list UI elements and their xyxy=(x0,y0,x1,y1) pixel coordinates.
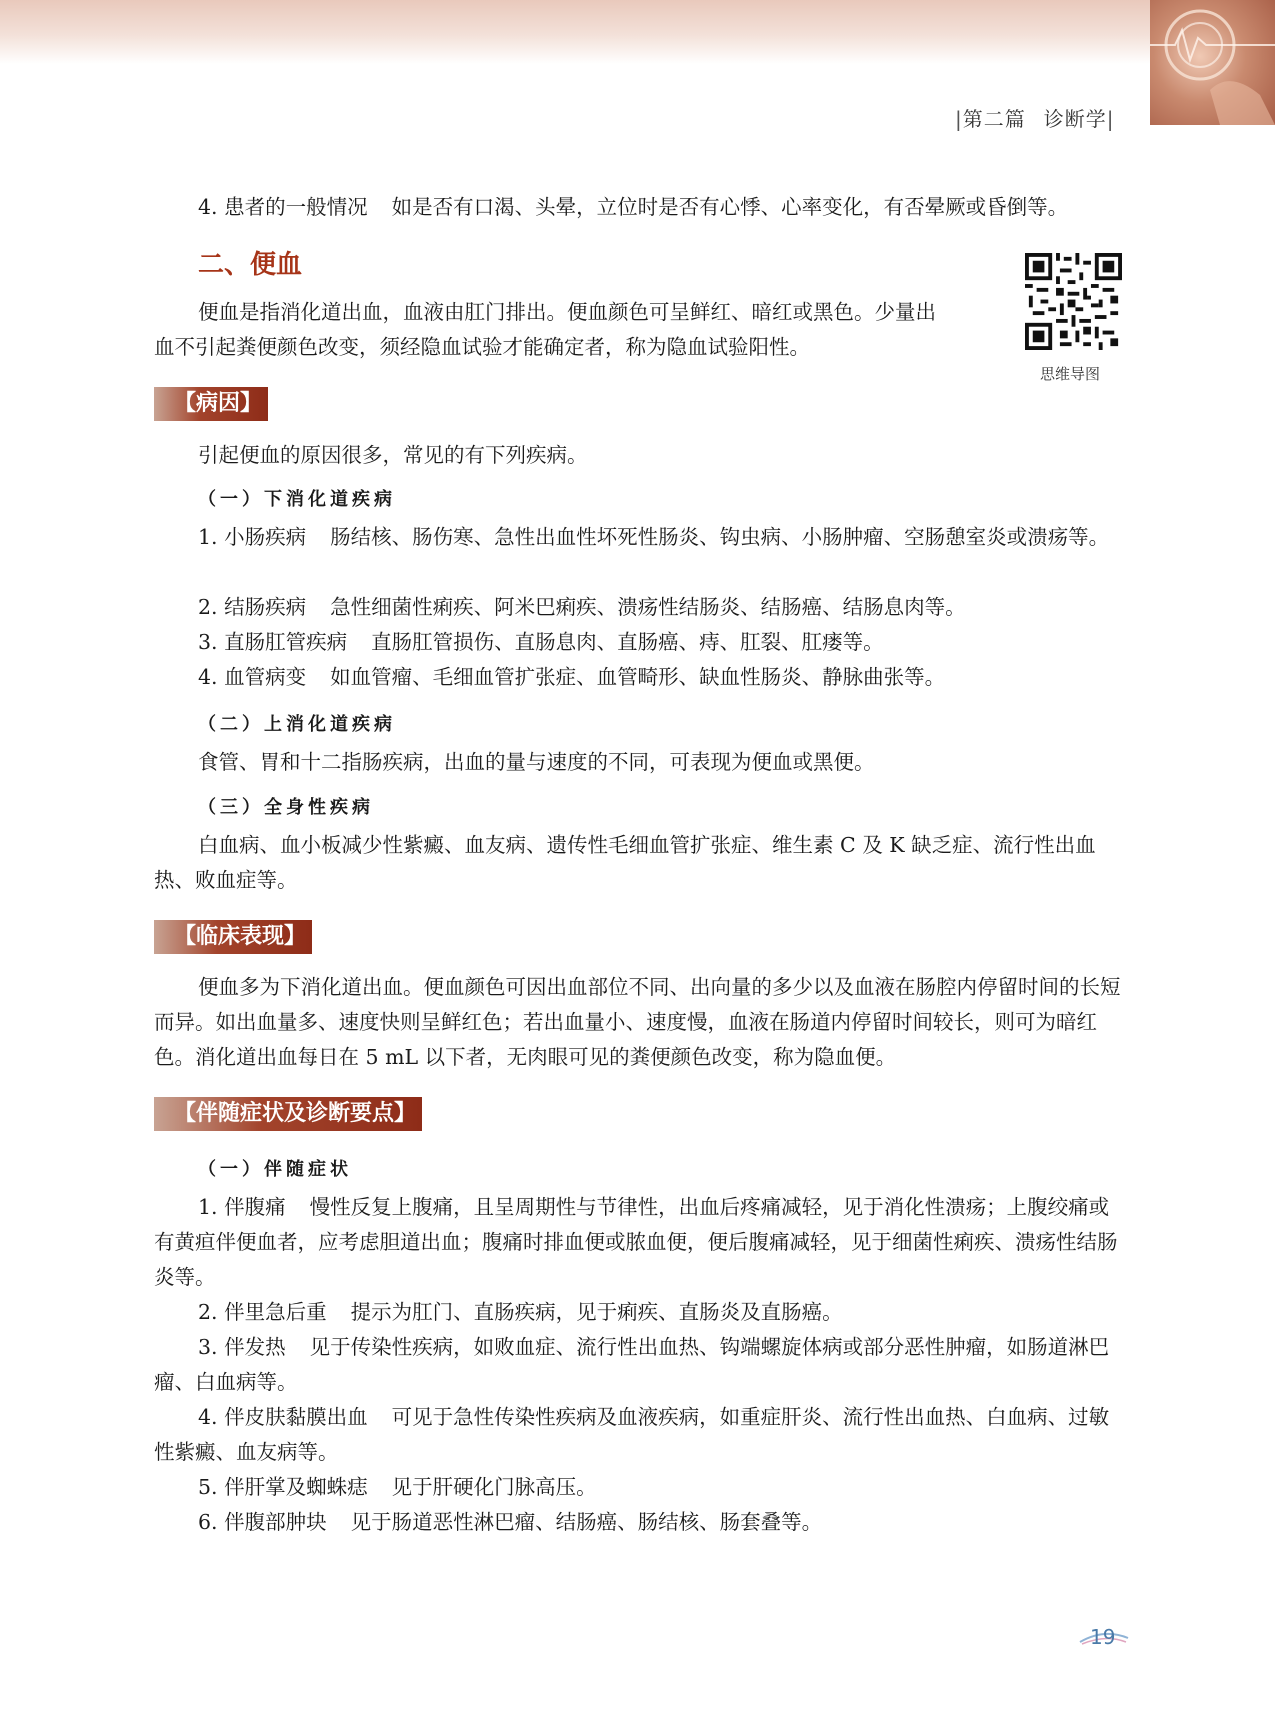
list-item xyxy=(154,1505,1129,1540)
item-key: 3. 伴发热 xyxy=(198,1335,286,1359)
item-text: 肠结核、肠伤寒、急性出血性坏死性肠炎、钩虫病、小肠肿瘤、空肠憩室炎或溃疡等。 xyxy=(330,525,1110,549)
item-text: 见于传染性疾病，如败血症、流行性出血热、钩端螺旋体病或部分恶性肿瘤，如肠道淋巴瘤、白血病等。 xyxy=(154,1335,1110,1394)
list-item xyxy=(154,1295,1129,1330)
item-key: 2. 结肠疾病 xyxy=(198,595,307,619)
list-item xyxy=(154,625,1129,660)
item-key: 4. 患者的一般情况 xyxy=(198,195,368,219)
accompany-subtitle: （一）伴随症状 xyxy=(198,1159,352,1180)
upper-gi-text: 食管、胃和十二指肠疾病，出血的量与速度的不同，可表现为便血或黑便。 xyxy=(198,750,875,774)
clinical-text: 便血多为下消化道出血。便血颜色可因出血部位不同、出向量的多少以及血液在肠腔内停留时间的长短而异。如出血量多、速度快则呈鲜红色；若出血量小、速度慢，血液在肠道内停留时间较长，则可为暗红色。消化道出血每日在 5 mL 以下者，无肉眼可见的粪便颜色改变，称为隐血便。 xyxy=(154,975,1121,1069)
list-item xyxy=(154,1330,1129,1400)
item-text: 见于肠道恶性淋巴瘤、结肠癌、肠结核、肠套叠等。 xyxy=(350,1510,823,1534)
item-text: 慢性反复上腹痛，且呈周期性与节律性，出血后疼痛减轻，见于消化性溃疡；上腹绞痛或有黄疸伴便血者，应考虑胆道出血；腹痛时排血便或脓血便，便后腹痛减轻，见于细菌性痢疾、溃疡性结肠炎等。 xyxy=(154,1195,1118,1289)
qr-code-image[interactable] xyxy=(1025,253,1122,350)
list-item xyxy=(154,590,1129,625)
intro-item xyxy=(154,190,1129,225)
item-key: 4. 伴皮肤黏膜出血 xyxy=(198,1405,368,1429)
lower-gi-subtitle: （一）下消化道疾病 xyxy=(198,489,396,510)
list-item xyxy=(154,520,1129,555)
item-text: 提示为肛门、直肠疾病，见于痢疾、直肠炎及直肠癌。 xyxy=(350,1300,843,1324)
accompany-banner: 【伴随症状及诊断要点】 xyxy=(154,1097,422,1131)
item-key: 5. 伴肝掌及蜘蛛痣 xyxy=(198,1475,368,1499)
item-key: 6. 伴腹部肿块 xyxy=(198,1510,327,1534)
header-part: 第二篇 xyxy=(962,107,1026,131)
systemic-subtitle: （三）全身性疾病 xyxy=(198,797,374,818)
item-key: 3. 直肠肛管疾病 xyxy=(198,630,348,654)
page-number: 19 xyxy=(1090,1625,1116,1649)
item-key: 2. 伴里急后重 xyxy=(198,1300,327,1324)
item-text: 直肠肛管损伤、直肠息肉、直肠癌、痔、肛裂、肛瘘等。 xyxy=(371,630,884,654)
list-item xyxy=(154,660,1129,695)
clinical-banner: 【临床表现】 xyxy=(154,920,312,954)
item-text: 可见于急性传染性疾病及血液疾病，如重症肝炎、流行性出血热、白血病、过敏性紫癜、血友病等。 xyxy=(154,1405,1110,1464)
stethoscope-decorative-image xyxy=(1150,0,1275,125)
item-key: 1. 小肠疾病 xyxy=(198,525,307,549)
list-item xyxy=(154,1400,1129,1470)
item-text: 如是否有口渴、头晕，立位时是否有心悸、心率变化，有否晕厥或昏倒等。 xyxy=(391,195,1069,219)
item-key: 4. 血管病变 xyxy=(198,665,307,689)
header-band xyxy=(0,0,1275,64)
section-title: 二、便血 xyxy=(198,250,303,280)
item-text: 如血管瘤、毛细血管扩张症、血管畸形、缺血性肠炎、静脉曲张等。 xyxy=(330,665,946,689)
list-item xyxy=(154,1190,1129,1295)
item-text: 见于肝硬化门脉高压。 xyxy=(391,1475,597,1499)
list-item xyxy=(154,1470,1129,1505)
chapter-header: |第二篇 诊断学| xyxy=(955,107,1115,131)
item-text: 急性细菌性痢疾、阿米巴痢疾、溃疡性结肠炎、结肠癌、结肠息肉等。 xyxy=(330,595,966,619)
item-key: 1. 伴腹痛 xyxy=(198,1195,286,1219)
definition-line-2: 血不引起粪便颜色改变，须经隐血试验才能确定者，称为隐血试验阳性。 xyxy=(154,335,810,359)
cause-banner: 【病因】 xyxy=(154,387,268,421)
systemic-text: 白血病、血小板减少性紫癜、血友病、遗传性毛细血管扩张症、维生素 C 及 K 缺乏症、流行性出血热、败血症等。 xyxy=(154,833,1096,892)
cause-intro: 引起便血的原因很多，常见的有下列疾病。 xyxy=(198,443,588,467)
header-subject: 诊断学 xyxy=(1043,107,1107,131)
qr-caption: 思维导图 xyxy=(1040,365,1101,383)
upper-gi-subtitle: （二）上消化道疾病 xyxy=(198,714,396,735)
definition-line-1: 便血是指消化道出血，血液由肛门排出。便血颜色可呈鲜红、暗红或黑色。少量出 xyxy=(198,300,936,324)
